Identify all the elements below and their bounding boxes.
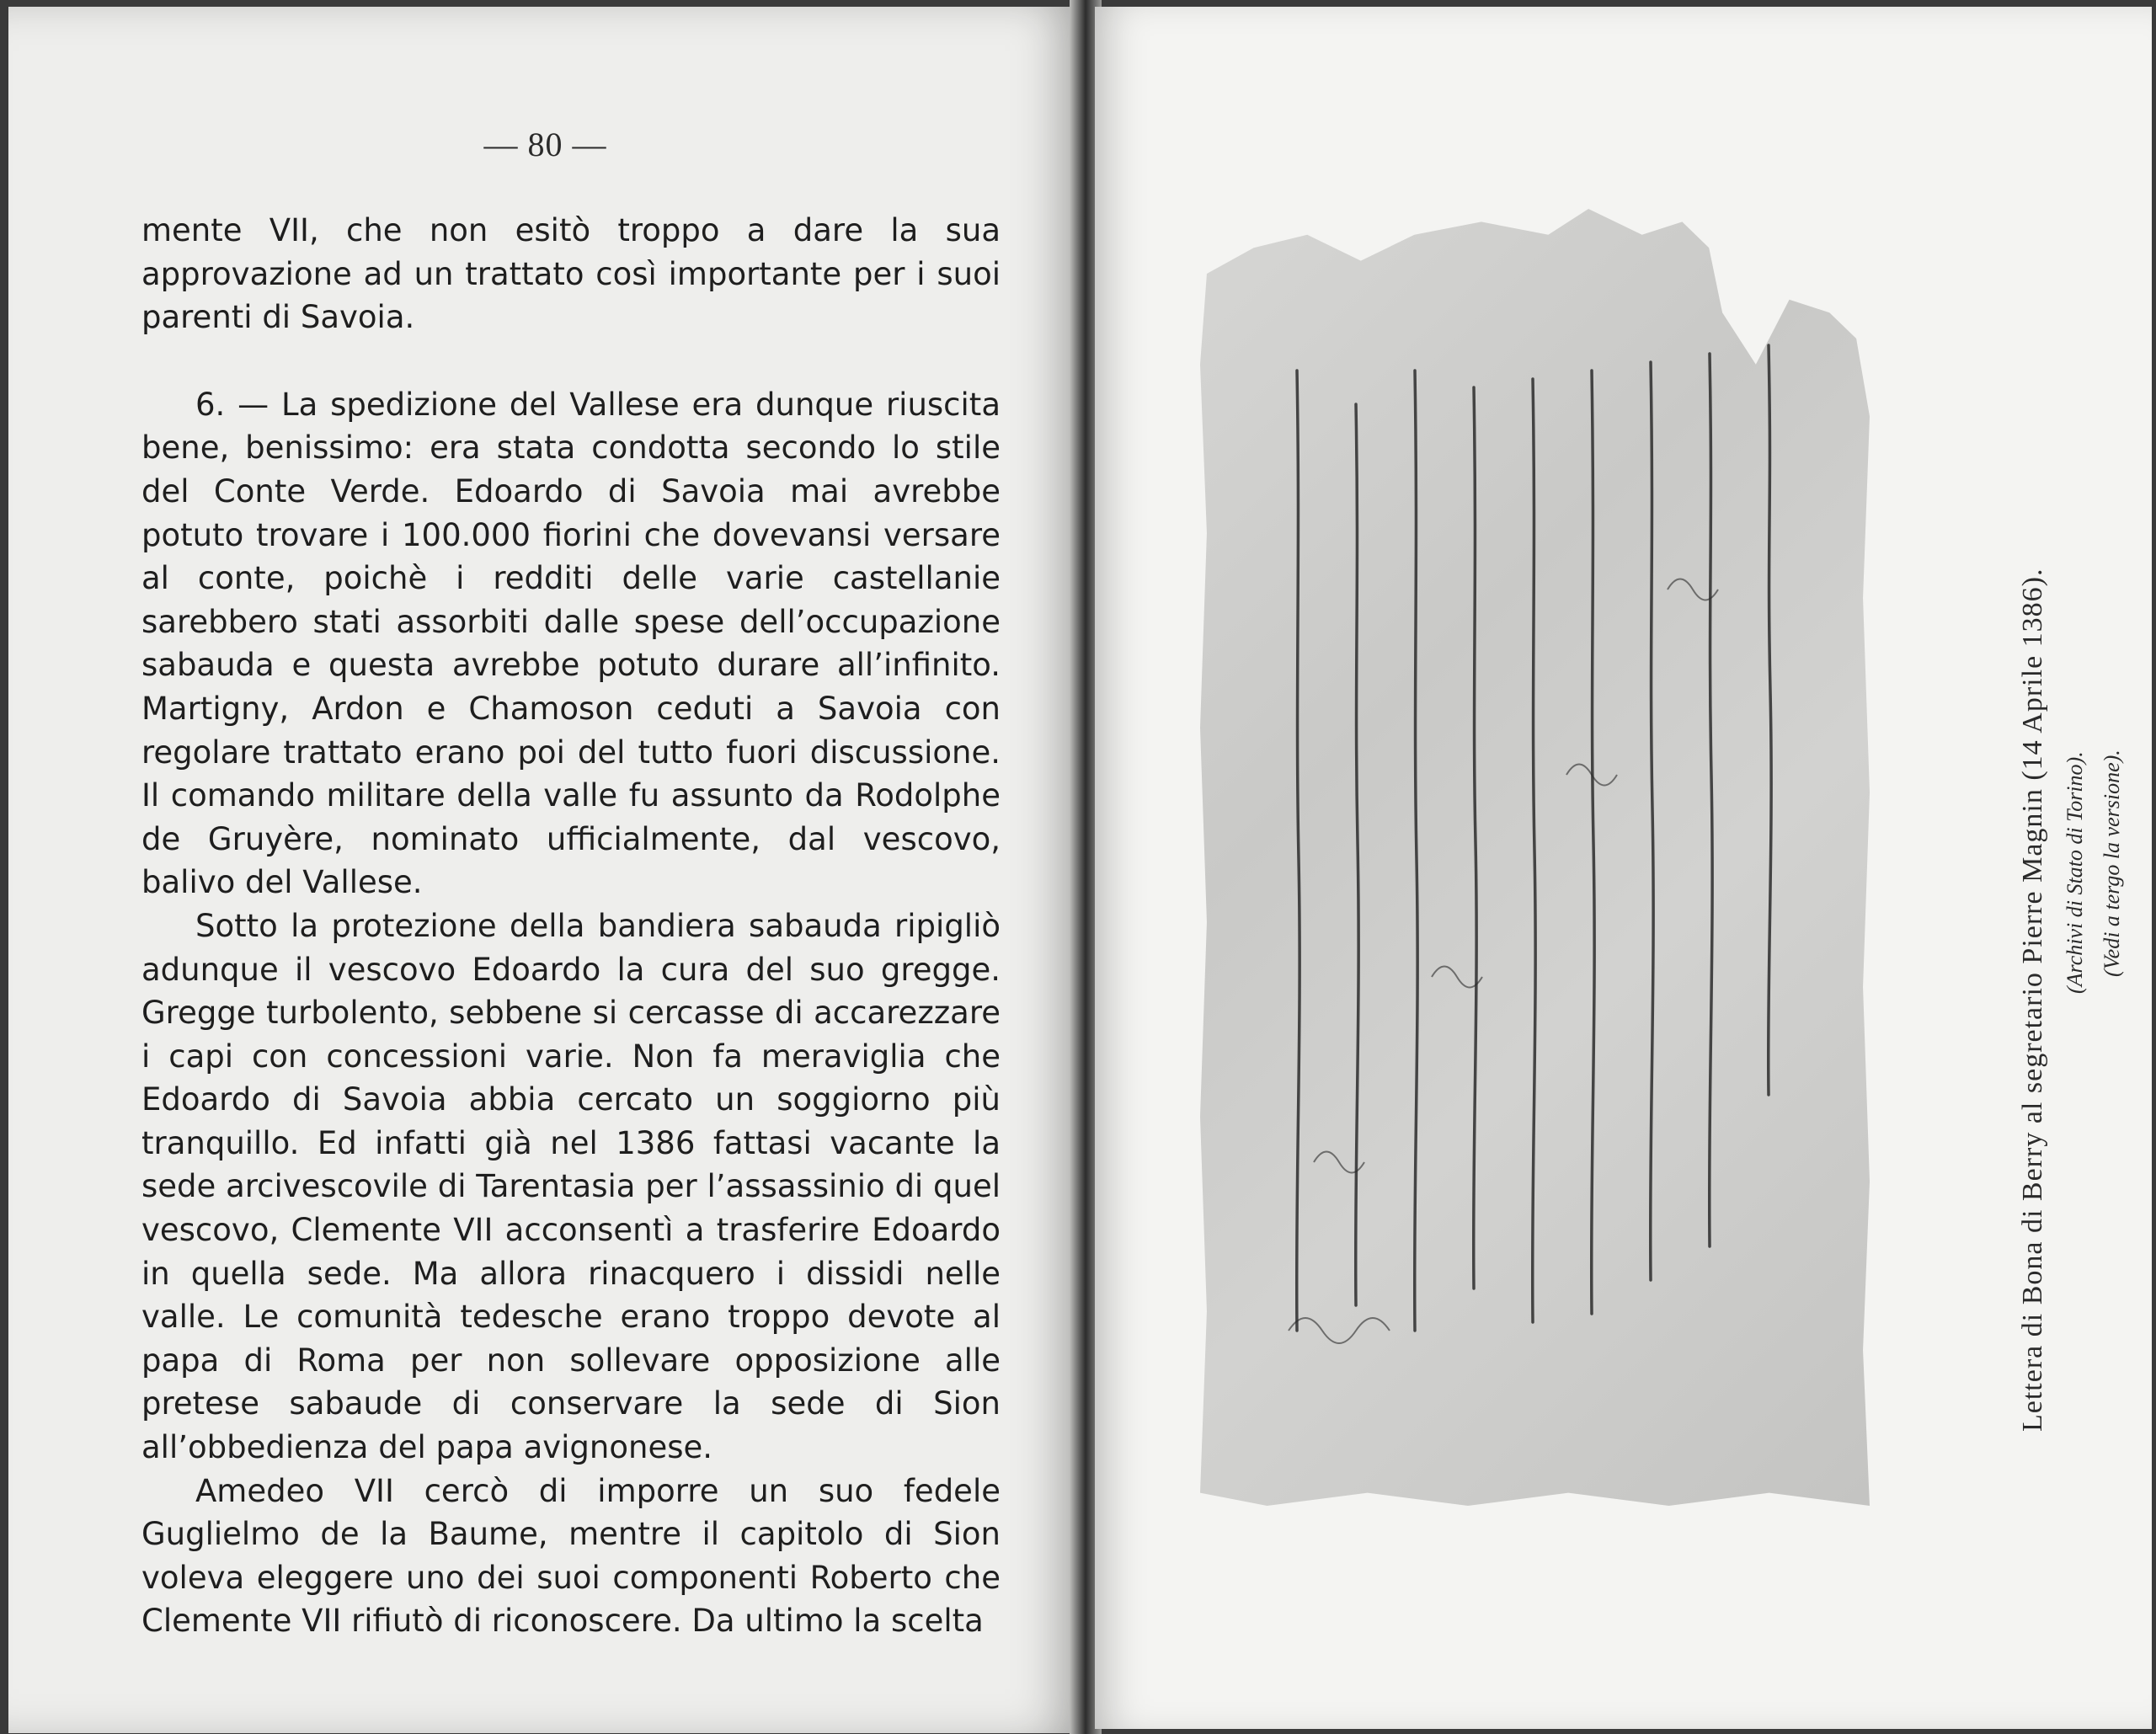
handwriting-line [1474,387,1476,1288]
handwriting-line [1297,371,1299,1331]
caption-note: (Vedi a tergo la versione). [2100,750,2124,977]
handwriting-line [1651,362,1653,1280]
left-page [8,7,1082,1733]
paragraph: 6. — La spedizione del Vallese era dunque riuscita bene, benissimo: era stata condotta secondo lo stile del Conte Verde. Edoardo di Savoia mai avrebbe potuto trovare i 100.000 fiorini che dovevansi versare al conte, poichè i redditi delle varie castellanie sarebbero stati assorbiti dalle spese dell’occupazione sabauda e questa avrebbe potuto durare all’infinito. Martigny, Ardon e Chamoson ceduti a Savoia con regolare trattato erano poi del tutto fuori discussione. Il comando militare della valle fu assunto da Rodolphe de Gruyère, nominato ufficialmente, dal vescovo, balivo del Vallese. [141,386,1001,901]
handwriting-line [1769,345,1771,1095]
handwriting-line [1415,371,1417,1331]
caption-title: Lettera di Bona di Berry al segretario Pierre Magnin (14 Aprile 1386). [2017,568,2048,1432]
paragraph: Amedeo VII cercò di imporre un suo fedele Guglielmo de la Baume, mentre il capitolo di Sion voleva eleggere uno dei suoi componenti Roberto che Clemente VII rifiutò di riconoscere. Da ultimo la scelta [141,1472,1001,1640]
handwriting-line [1710,354,1712,1246]
paragraph: mente VII, che non esitò troppo a dare la sua approvazione ad un trattato così importante per i suoi parenti di Savoia. [141,212,1001,336]
paragraph: Sotto la protezione della bandiera sabauda ripigliò adunque il vescovo Edoardo la cura del suo gregge. Gregge turbolento, sebbene si cercasse di accarezzare i capi con concessioni varie. Non fa meraviglia che Edoardo di Savoia abbia cercato un soggiorno più tranquillo. Ed infatti già nel 1386 fattasi vacante la sede arcivescovile di Tarentasia per l’assassinio di quel vescovo, Clemente VII acconsentì a trasferire Edoardo in quella sede. Ma allora rinacquero i dissidi nelle valle. Le comunità tedesche erano troppo devote al papa di Roma per non sollevare opposizione alle pretese sabaude di conservare la sede di Sion all’obbedienza del papa avignonese. [141,907,1001,1466]
handwriting-line [1592,371,1594,1314]
page-number: — 80 — [483,125,607,163]
handwriting-line [1533,379,1535,1322]
figure-caption [2017,568,2125,1433]
body-text [141,209,1001,1643]
caption-source: (Archivi di Stato di Torino). [2063,751,2087,994]
handwriting-illustration [1263,337,1811,1398]
